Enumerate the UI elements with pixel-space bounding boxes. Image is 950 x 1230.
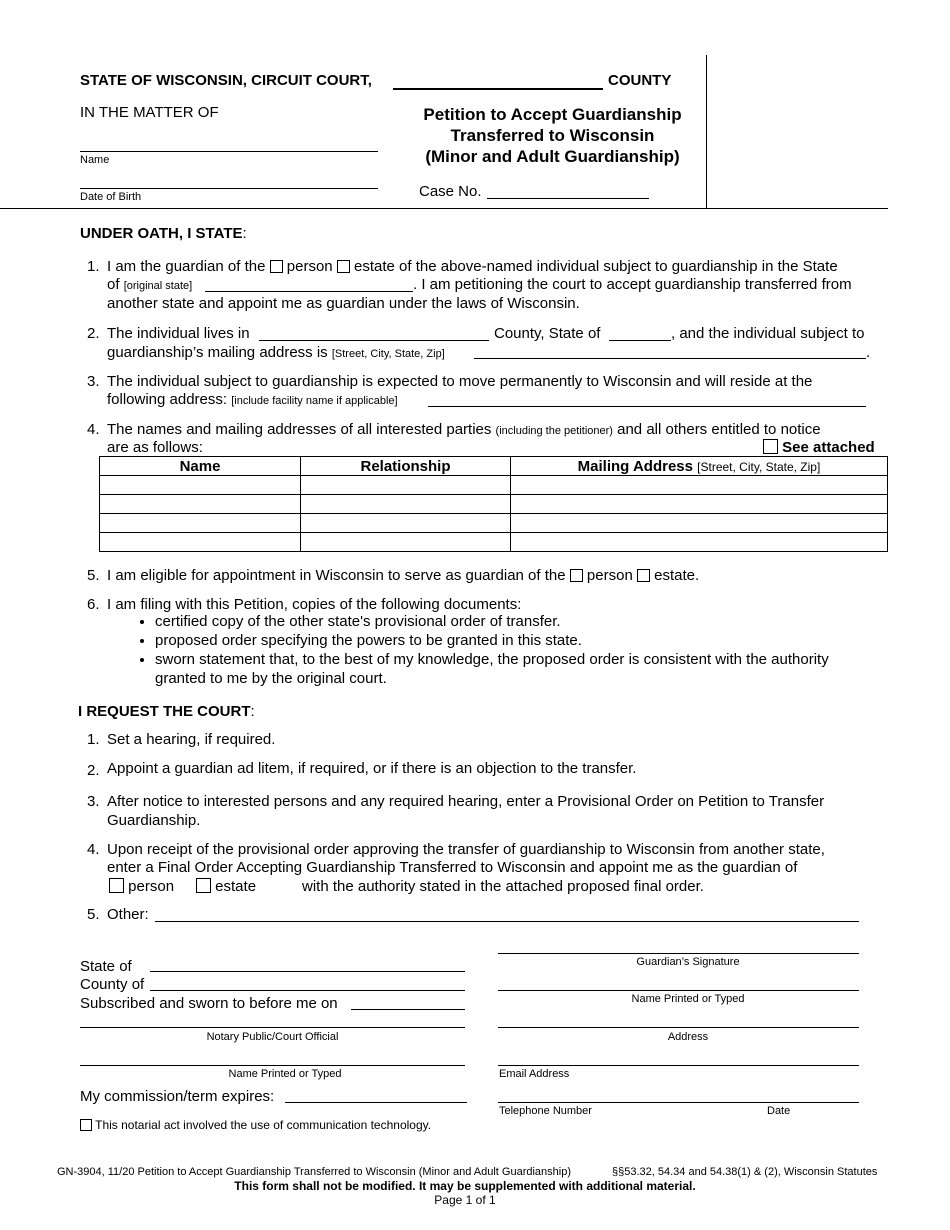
request-item4-num: 4. xyxy=(87,841,100,858)
name-field[interactable] xyxy=(80,151,378,152)
eligible-person-checkbox[interactable] xyxy=(570,569,583,582)
petitioner-hint: (including the petitioner) xyxy=(495,425,613,437)
guardian-address-field[interactable] xyxy=(498,1027,859,1028)
header-bottom-rule xyxy=(0,208,888,209)
oath-item2-text-c: , and the individual subject to xyxy=(671,325,865,342)
see-attached-checkbox[interactable] xyxy=(763,439,778,454)
date-label: Date xyxy=(767,1105,791,1117)
notarial-act xyxy=(80,1118,431,1132)
county-of-label: County of xyxy=(80,976,145,993)
future-address-field[interactable] xyxy=(428,406,866,407)
request-item4-line3 xyxy=(109,878,174,895)
case-no-label: Case No. xyxy=(419,183,482,200)
county-of-field[interactable] xyxy=(150,990,465,991)
final-person-checkbox[interactable] xyxy=(109,878,124,893)
list-item xyxy=(155,650,895,688)
oath-item2-text-a: The individual lives in xyxy=(107,325,250,342)
table-row xyxy=(100,495,888,514)
oath-item3-num: 3. xyxy=(87,373,100,390)
request-heading-text: I REQUEST THE COURT xyxy=(78,703,251,720)
form-title-line2: Transferred to Wisconsin xyxy=(450,126,655,145)
facility-hint: [include facility name if applicable] xyxy=(231,395,398,407)
oath-heading-text: UNDER OATH, I STATE xyxy=(80,225,243,242)
table-cell[interactable] xyxy=(511,476,888,495)
table-row xyxy=(100,476,888,495)
request-item2-text: Appoint a guardian ad litem, if required, or if there is an objection to the transfer. xyxy=(107,760,637,777)
oath-item1-text-a: I am the guardian of the xyxy=(107,258,266,275)
list-item-text: sworn statement that, to the best of my knowledge, the proposed order is consistent with the authority xyxy=(155,651,829,668)
col-address-label: Mailing Address xyxy=(577,457,693,475)
oath-item4-text-c: are as follows: xyxy=(107,439,203,456)
request-item3-num: 3. xyxy=(87,793,100,810)
request-item3-text: After notice to interested persons and any required hearing, enter a Provisional Order on Petition to Transfer xyxy=(107,793,825,810)
request-heading-colon: : xyxy=(250,703,255,720)
oath-item5-estate: estate. xyxy=(654,567,700,584)
list-item-text-cont: granted to me by the original court. xyxy=(155,670,387,687)
oath-item1-line3: another state and appoint me as guardian under the laws of Wisconsin. xyxy=(107,295,580,312)
footer-notice: This form shall not be modified. It may be supplemented with additional material. xyxy=(234,1179,696,1193)
oath-item2-num: 2. xyxy=(87,325,100,342)
request-item2-num: 2. xyxy=(87,762,100,779)
oath-item1-num: 1. xyxy=(87,258,100,275)
oath-item2-text-d: guardianship’s mailing address is xyxy=(107,344,328,361)
oath-heading xyxy=(80,225,247,242)
request-item3-text2: Guardianship. xyxy=(107,812,201,829)
form-title-line3: (Minor and Adult Guardianship) xyxy=(425,147,680,166)
table-cell[interactable] xyxy=(301,476,511,495)
county-label: COUNTY xyxy=(608,72,672,89)
footer-page: Page 1 of 1 xyxy=(434,1193,496,1207)
court-heading: STATE OF WISCONSIN, CIRCUIT COURT, xyxy=(80,72,372,89)
state-of-label: State of xyxy=(80,958,132,975)
table-cell[interactable] xyxy=(100,514,301,533)
request-item4-estate: estate xyxy=(215,878,257,895)
dob-label: Date of Birth xyxy=(80,191,142,203)
residence-county-field[interactable] xyxy=(259,340,489,341)
request-item4-person: person xyxy=(128,878,175,895)
request-item5-text: Other: xyxy=(107,906,149,923)
case-no-field[interactable] xyxy=(487,198,649,199)
guardian-address-label: Address xyxy=(667,1031,709,1043)
table-cell[interactable] xyxy=(100,495,301,514)
oath-item4-num: 4. xyxy=(87,421,100,438)
oath-item1-line1 xyxy=(107,258,838,275)
oath-item4-text-b: and all others entitled to notice xyxy=(617,421,821,438)
oath-item3-line2 xyxy=(107,391,398,408)
request-heading xyxy=(78,703,255,720)
notary-name-label: Name Printed or Typed xyxy=(228,1068,342,1080)
oath-item1-of: of xyxy=(107,276,120,293)
in-the-matter-label: IN THE MATTER OF xyxy=(80,104,219,121)
oath-item1-text-b: estate of the above-named individual subject to guardianship in the State xyxy=(354,258,838,275)
table-cell[interactable] xyxy=(301,495,511,514)
subscribed-date-field[interactable] xyxy=(351,1009,465,1010)
oath-item2-text-b: County, State of xyxy=(494,325,601,342)
oath-item1-text-d: . I am petitioning the court to accept guardianship transferred from xyxy=(413,276,852,293)
request-item4-text: Upon receipt of the provisional order approving the transfer of guardianship to Wisconsin from another state, xyxy=(107,841,825,858)
col-address xyxy=(511,457,888,476)
oath-item5-line xyxy=(107,567,699,584)
county-field[interactable] xyxy=(393,88,603,90)
oath-item1-line2 xyxy=(107,276,192,293)
oath-item5-person: person xyxy=(586,567,633,584)
request-item4-text2: enter a Final Order Accepting Guardianship Transferred to Wisconsin and appoint me as the guardian of xyxy=(107,859,798,876)
list-item: • proposed order specifying the powers to be granted in this state. xyxy=(155,631,895,650)
request-item1-text: Set a hearing, if required. xyxy=(107,731,276,748)
table-cell[interactable] xyxy=(511,533,888,552)
state-of-field[interactable] xyxy=(150,971,465,972)
guardian-signature-label: Guardian’s Signature xyxy=(636,956,740,968)
documents-list xyxy=(133,612,895,688)
oath-item5-text-a: I am eligible for appointment in Wisconsin to serve as guardian of the xyxy=(107,567,566,584)
notarial-act-checkbox[interactable] xyxy=(80,1119,92,1131)
request-item4-text3: with the authority stated in the attached proposed final order. xyxy=(302,878,704,895)
oath-item5-num: 5. xyxy=(87,567,100,584)
col-address-hint: [Street, City, State, Zip] xyxy=(697,459,821,474)
oath-item2-end: . xyxy=(866,344,871,361)
original-state-hint: [original state] xyxy=(123,280,193,292)
original-state-field[interactable] xyxy=(205,291,413,292)
guardian-name-field[interactable] xyxy=(498,990,859,991)
oath-item4-line1 xyxy=(107,421,821,438)
oath-item3-text-b: following address: xyxy=(107,391,228,408)
oath-item2-line2 xyxy=(107,344,445,361)
table-cell[interactable] xyxy=(100,533,301,552)
table-cell[interactable] xyxy=(301,514,511,533)
oath-heading-colon: : xyxy=(242,225,247,242)
request-item4-estate-wrap xyxy=(196,878,256,895)
interested-parties-table xyxy=(99,456,888,552)
table-cell[interactable] xyxy=(511,495,888,514)
oath-item3-text-a: The individual subject to guardianship is expected to move permanently to Wisconsin and will reside at the xyxy=(107,373,813,390)
oath-item6-text-a: I am filing with this Petition, copies of the following documents: xyxy=(107,596,522,613)
request-item5-num: 5. xyxy=(87,906,100,923)
guardian-phone-date-field[interactable] xyxy=(498,1102,859,1103)
footer-form-id: GN-3904, 11/20 Petition to Accept Guardianship Transferred to Wisconsin (Minor and Adult Guardianship) xyxy=(57,1166,572,1178)
table-row xyxy=(100,514,888,533)
table-row xyxy=(100,533,888,552)
guardian-person-checkbox[interactable] xyxy=(270,260,283,273)
request-item1-num: 1. xyxy=(87,731,100,748)
footer-statutes: §§53.32, 54.34 and 54.38(1) & (2), Wisconsin Statutes xyxy=(612,1166,878,1178)
notarial-act-label: This notarial act involved the use of communication technology. xyxy=(95,1118,432,1132)
oath-item1-person: person xyxy=(286,258,333,275)
mailing-address-hint: [Street, City, State, Zip] xyxy=(331,348,445,360)
guardian-email-field[interactable] xyxy=(498,1065,859,1066)
form-title xyxy=(385,104,720,167)
residence-state-field[interactable] xyxy=(609,340,671,341)
table-cell[interactable] xyxy=(511,514,888,533)
commission-field[interactable] xyxy=(285,1102,467,1103)
guardian-name-label: Name Printed or Typed xyxy=(631,993,745,1005)
notary-signature-field[interactable] xyxy=(80,1027,465,1028)
subscribed-label: Subscribed and sworn to before me on xyxy=(80,995,338,1012)
see-attached-label: See attached xyxy=(782,439,875,456)
form-title-line1: Petition to Accept Guardianship xyxy=(423,105,682,124)
email-label: Email Address xyxy=(499,1068,570,1080)
guardian-signature-field[interactable] xyxy=(498,953,859,954)
table-cell[interactable] xyxy=(301,533,511,552)
oath-item4-text-a: The names and mailing addresses of all interested parties xyxy=(107,421,492,438)
final-estate-checkbox[interactable] xyxy=(196,878,211,893)
col-name: Name xyxy=(100,457,301,476)
table-header-row xyxy=(100,457,888,476)
name-label: Name xyxy=(80,154,110,166)
guardian-estate-checkbox[interactable] xyxy=(337,260,350,273)
other-field[interactable] xyxy=(155,921,859,922)
oath-item6-num: 6. xyxy=(87,596,100,613)
eligible-estate-checkbox[interactable] xyxy=(637,569,650,582)
see-attached[interactable] xyxy=(763,439,875,456)
dob-field[interactable] xyxy=(80,188,378,189)
list-item: • certified copy of the other state's provisional order of transfer. xyxy=(155,612,895,631)
table-cell[interactable] xyxy=(100,476,301,495)
col-relationship: Relationship xyxy=(301,457,511,476)
notary-name-field[interactable] xyxy=(80,1065,465,1066)
notary-label: Notary Public/Court Official xyxy=(206,1031,339,1043)
telephone-label: Telephone Number xyxy=(499,1105,592,1117)
mailing-address-field[interactable] xyxy=(474,358,866,359)
commission-label: My commission/term expires: xyxy=(80,1088,275,1105)
